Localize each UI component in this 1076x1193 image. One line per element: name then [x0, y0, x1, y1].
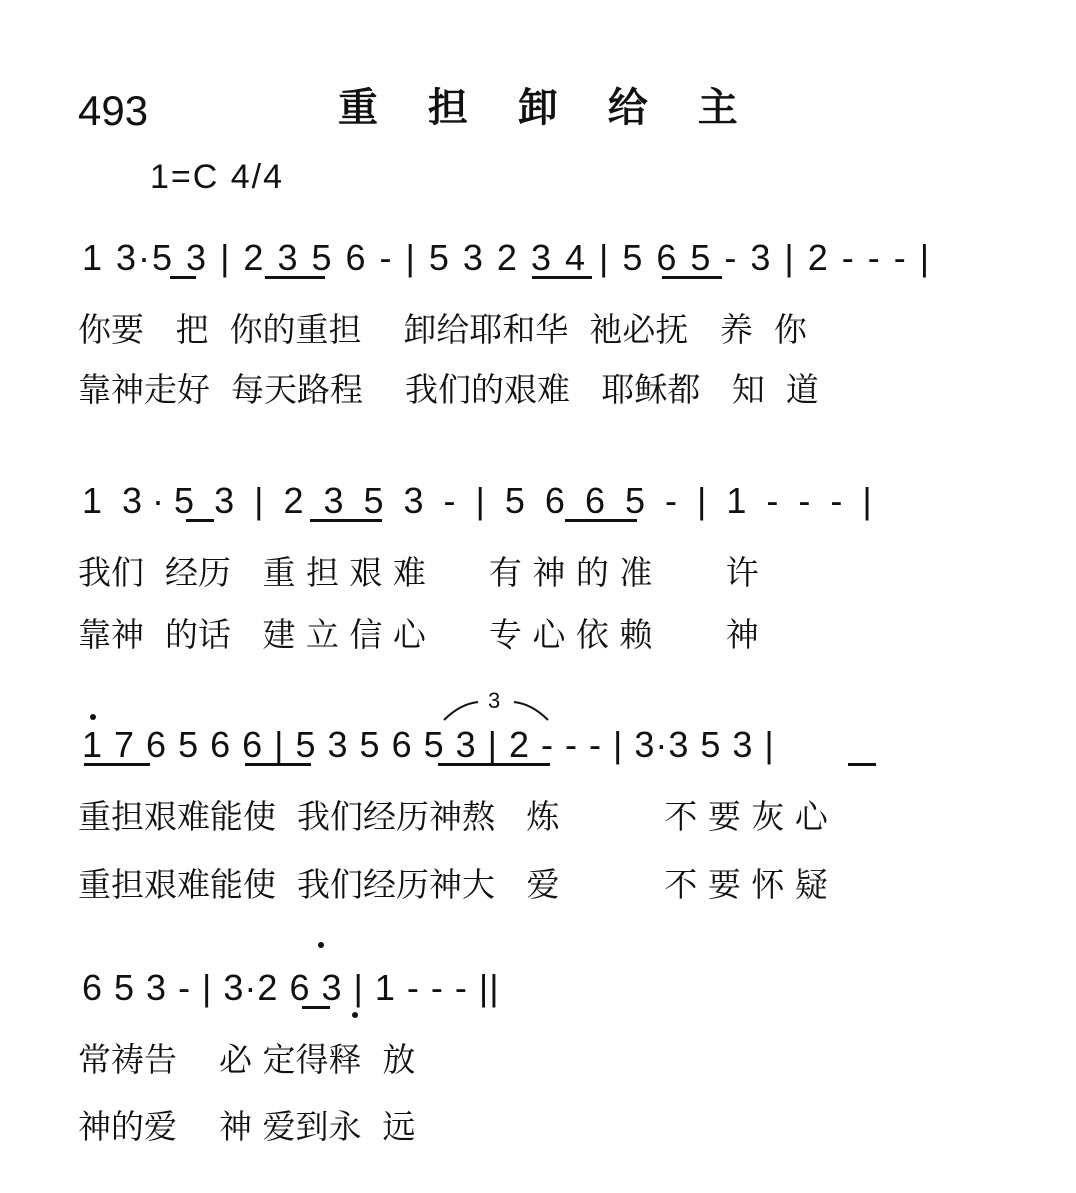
eighth-underline: [302, 1006, 330, 1009]
lyrics-line-3-verse-1: 重担艰难能使 我们经历神熬 炼 不 要 灰 心: [78, 797, 828, 836]
key-time-signature: 1=C 4/4: [150, 158, 285, 196]
eighth-underline: [438, 763, 550, 766]
eighth-underline: [84, 763, 150, 766]
eighth-underline: [848, 763, 876, 766]
lyrics-line-1-verse-1: 你要 把 你的重担 卸给耶和华 祂必抚 养 你: [78, 310, 807, 349]
lyrics-line-3-verse-2: 重担艰难能使 我们经历神大 爱 不 要 怀 疑: [78, 865, 828, 904]
notation-line-2: 1 3 · 5 3 | 2 3 5 3 - | 5 6 6 5 - | 1 - - - |: [82, 480, 872, 521]
lyrics-line-2-verse-1: 我们 经历 重 担 艰 难 有 神 的 准 许: [78, 553, 759, 592]
notation-line-3: 1 7 6 5 6 6 | 5 3 5 6 5 3 | 2 - - - | 3·3 5 3 |: [82, 724, 775, 765]
notation-line-1: 1 3·5 3 | 2 3 5 6 - | 5 3 2 3 4 | 5 6 5 - 3 | 2 - - - |: [82, 237, 932, 278]
eighth-underline: [170, 276, 196, 279]
lyrics-line-4-verse-2: 神的爱 神 爱到永 远: [78, 1107, 416, 1146]
lyrics-line-2-verse-2: 靠神 的话 建 立 信 心 专 心 依 赖 神: [78, 615, 759, 654]
triplet-marker: 3: [488, 688, 501, 713]
eighth-underline: [186, 519, 214, 522]
hymn-number: 493: [78, 87, 149, 134]
hymn-title: 重 担 卸 给 主: [338, 85, 756, 131]
high-octave-dot: [318, 942, 324, 948]
lyrics-line-4-verse-1: 常祷告 必 定得释 放: [78, 1040, 416, 1079]
eighth-underline: [532, 276, 592, 279]
notation-line-4: 6 5 3 - | 3·2 6 3 | 1 - - - ||: [82, 967, 500, 1008]
eighth-underline: [245, 763, 311, 766]
eighth-underline: [565, 519, 637, 522]
eighth-underline: [662, 276, 722, 279]
lyrics-line-1-verse-2: 靠神走好 每天路程 我们的艰难 耶稣都 知 道: [78, 370, 819, 409]
high-octave-dot: [90, 714, 96, 720]
low-octave-dot: [352, 1012, 358, 1018]
eighth-underline: [310, 519, 382, 522]
eighth-underline: [265, 276, 325, 279]
